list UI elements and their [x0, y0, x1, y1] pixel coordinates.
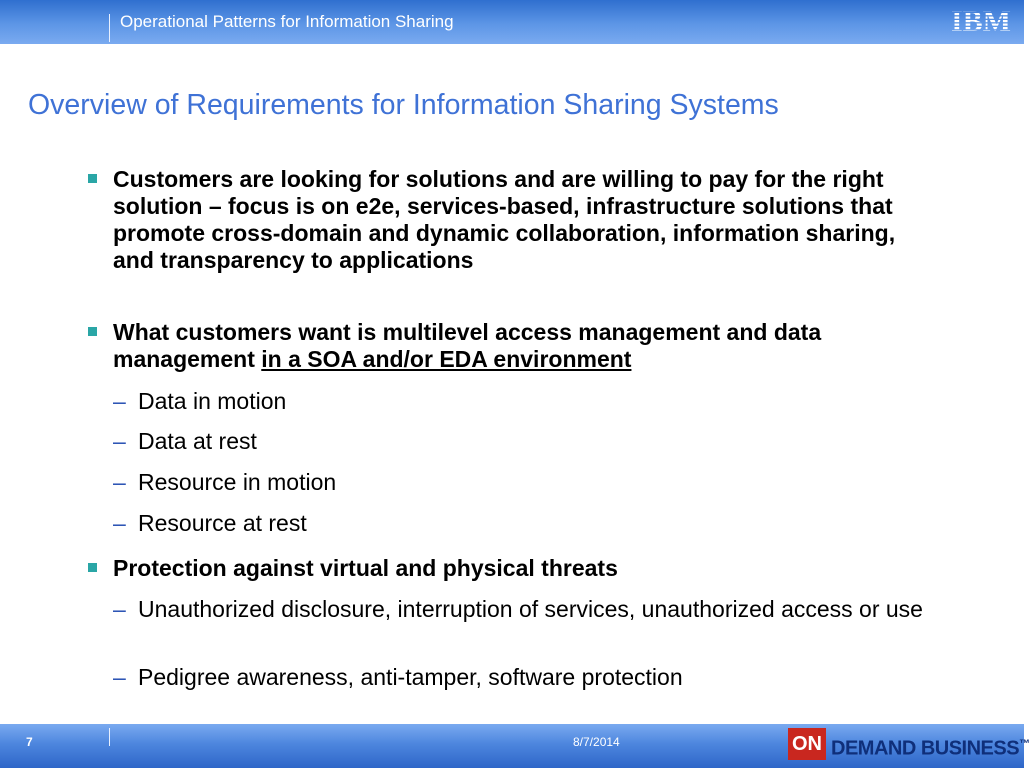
sub-item — [113, 428, 933, 455]
brand-text: DEMAND BUSINESS™ — [831, 737, 1030, 760]
sub-item — [113, 510, 933, 537]
sub-item — [113, 388, 933, 415]
slide-title: Overview of Requirements for Information Sharing Systems — [28, 89, 779, 121]
sub-item-text: Resource at rest — [138, 510, 307, 536]
sub-item-text: Resource in motion — [138, 469, 337, 495]
svg-text:IBM: IBM — [951, 5, 1011, 38]
footer-separator — [109, 728, 110, 746]
header-separator — [109, 14, 110, 42]
dash-icon: – — [113, 510, 126, 536]
sub-item-text: Data in motion — [138, 388, 287, 414]
page-number: 7 — [26, 735, 33, 749]
bullet-text-main: What customers want is multilevel access management and data management — [113, 319, 822, 372]
dash-icon: – — [113, 388, 126, 414]
sub-item-text: Pedigree awareness, anti-tamper, software protection — [138, 664, 683, 690]
bullet-text-underlined: in a SOA and/or EDA environment — [261, 346, 632, 372]
sub-item — [113, 664, 933, 691]
bullet-text — [113, 319, 928, 373]
ibm-logo — [946, 5, 1016, 38]
bullet-square-icon — [88, 563, 97, 572]
trademark-mark: ™ — [1019, 738, 1030, 750]
bullet-text: Customers are looking for solutions and are willing to pay for the right solution – focus is on e2e, services-based, infrastructure solutions that promote cross-domain and dynamic collaboration, information sharing, and transparency to applications — [113, 166, 896, 273]
dash-icon: – — [113, 428, 126, 454]
sub-item-text: Unauthorized disclosure, interruption of services, unauthorized access or use — [138, 596, 923, 622]
on-badge: ON — [788, 728, 826, 760]
dash-icon: – — [113, 596, 126, 622]
on-demand-business-logo — [788, 728, 1030, 760]
bullet-text: Protection against virtual and physical threats — [113, 555, 618, 581]
dash-icon: – — [113, 469, 126, 495]
bullet-item-3 — [88, 555, 928, 582]
presentation-title: Operational Patterns for Information Sharing — [120, 12, 454, 31]
bullet-square-icon — [88, 327, 97, 336]
bullet-item-1 — [88, 166, 928, 274]
sub-item — [113, 596, 943, 623]
bullet-item-2 — [88, 319, 928, 373]
dash-icon: – — [113, 664, 126, 690]
sub-item — [113, 469, 933, 496]
sub-item-text: Data at rest — [138, 428, 257, 454]
bullet-square-icon — [88, 174, 97, 183]
slide-date: 8/7/2014 — [573, 735, 620, 749]
